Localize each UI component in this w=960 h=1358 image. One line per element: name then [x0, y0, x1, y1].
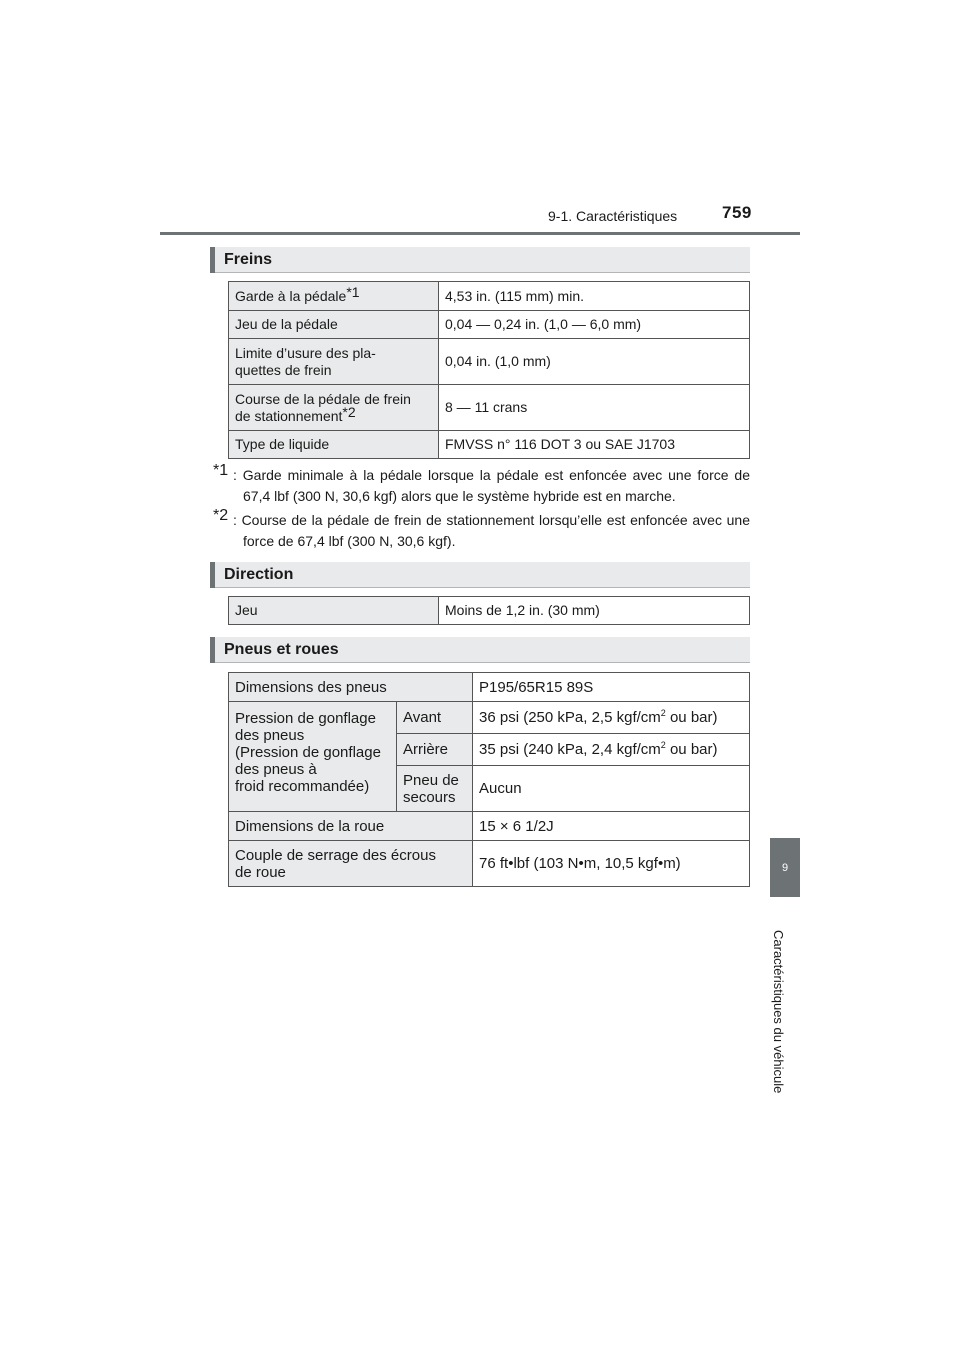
table-cell-label: Garde à la pédale$^{*1}$ [229, 282, 439, 311]
section-heading-pneus [210, 637, 750, 663]
chapter-tab [770, 838, 800, 897]
direction-table [228, 596, 750, 625]
header-rule [160, 232, 800, 235]
table-cell-value: 36 psi (250 kPa, 2,5 kgf/$cm^2$ ou bar) [473, 702, 750, 734]
table-cell-value: Aucun [473, 766, 750, 812]
table-cell-value: 0,04 in. (1,0 mm) [439, 339, 750, 385]
section-heading-direction [210, 562, 750, 588]
footnote-1 [213, 462, 750, 507]
chapter-side-label-text: Caractéristiques du véhicule [771, 930, 786, 1094]
table-cell-value: 35 psi (240 kPa, 2,4 kgf/$cm^2$ ou bar) [473, 734, 750, 766]
table-cell-label: Course de la pédale de frein de stationnement$^{*2}$ [229, 385, 439, 431]
table-cell-value: Moins de 1,2 in. (30 mm) [439, 597, 750, 625]
table-row [229, 385, 750, 431]
table-cell-value: 8 — 11 crans [439, 385, 750, 431]
table-cell-value: 4,53 in. (115 mm) min. [439, 282, 750, 311]
table-cell-label: Dimensions des pneus [229, 673, 473, 702]
footnote-mark: *2 [213, 507, 229, 524]
table-cell-label: Dimensions de la roue [229, 812, 473, 841]
table-cell-label: Arrière [397, 734, 473, 766]
table-row [229, 702, 750, 734]
page-number: 759 [722, 203, 752, 222]
table-cell-label: Type de liquide [229, 431, 439, 459]
table-cell-value: 76 ft•lbf (103 N•m, 10,5 kgf•m) [473, 841, 750, 887]
section-title: Pneus et roues [224, 641, 339, 658]
table-row [229, 339, 750, 385]
section-heading-freins [210, 247, 750, 273]
footnote-mark: *1 [213, 462, 229, 479]
section-title: Direction [224, 566, 294, 583]
chapter-number: 9 [781, 861, 789, 874]
table-row [229, 282, 750, 311]
table-row [229, 431, 750, 459]
footnote-2 [213, 507, 750, 552]
footnote-text: : Garde minimale à la pédale lorsque la pédale est enfoncée avec une force de 67,4 lbf (300 N, 30,6 kgf) alors que le système hybride est en marche. [233, 467, 750, 504]
table-cell-value: 15 × 6 1/2J [473, 812, 750, 841]
table-row [229, 841, 750, 887]
table-row [229, 311, 750, 339]
table-cell-label: Jeu [229, 597, 439, 625]
table-cell-label: Jeu de la pédale [229, 311, 439, 339]
section-title: Freins [224, 251, 273, 268]
table-cell-value: P195/65R15 89S [473, 673, 750, 702]
chapter-side-label [773, 930, 793, 1120]
table-cell-label: Pression de gonflage des pneus (Pression de gonflage des pneus à froid recommandée) [229, 702, 397, 812]
table-cell-label: Couple de serrage des écrous de roue [229, 841, 473, 887]
table-cell-value: 0,04 — 0,24 in. (1,0 — 6,0 mm) [439, 311, 750, 339]
header-section-title: 9-1. Caractéristiques [548, 208, 678, 224]
footnote-text: : Course de la pédale de frein de stationnement lorsqu’elle est enfoncée avec une force de 67,4 lbf (300 N, 30,6 kgf). [233, 512, 750, 549]
table-cell-label: Pneu de secours [397, 766, 473, 812]
table-row [229, 812, 750, 841]
table-cell-label: Limite d’usure des pla- quettes de frein [229, 339, 439, 385]
freins-table [228, 281, 750, 459]
pneus-table [228, 672, 750, 887]
table-row [229, 597, 750, 625]
table-row [229, 673, 750, 702]
table-cell-label: Avant [397, 702, 473, 734]
table-cell-value: FMVSS n° 116 DOT 3 ou SAE J1703 [439, 431, 750, 459]
